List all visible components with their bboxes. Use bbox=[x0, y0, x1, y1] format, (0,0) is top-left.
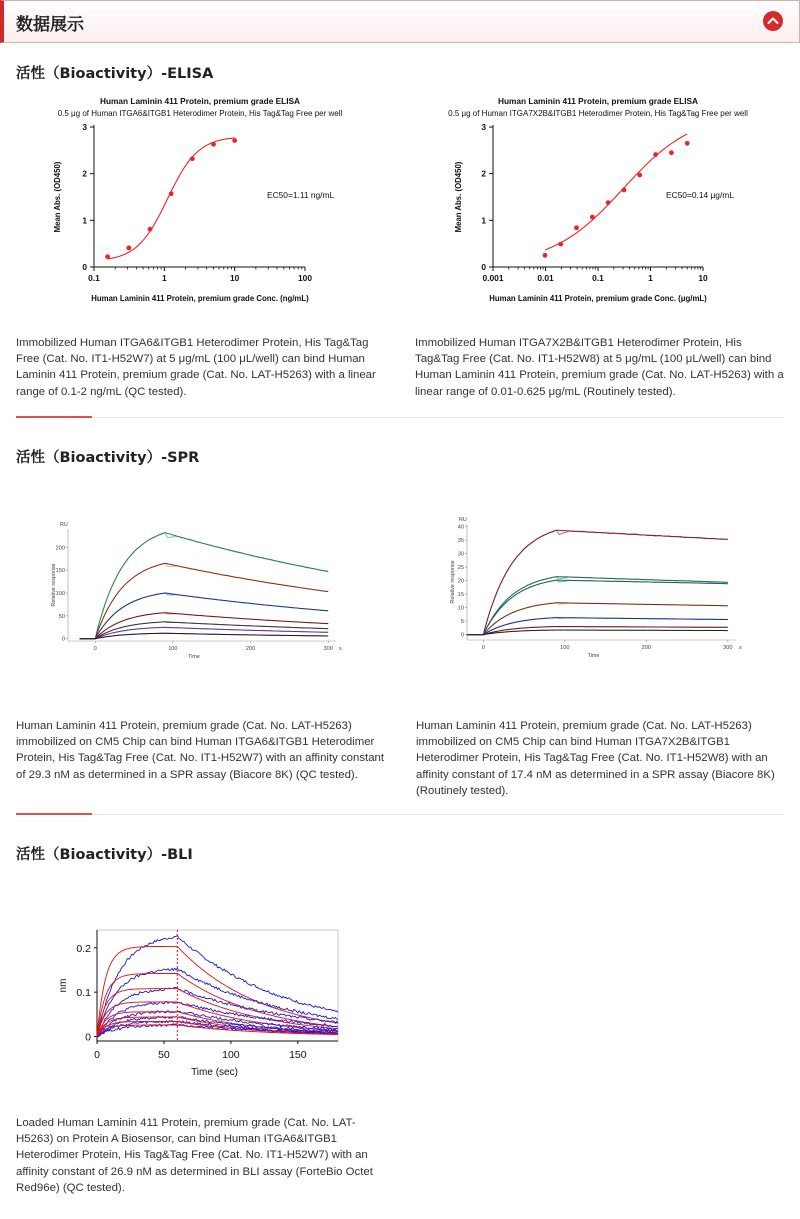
y-tick-label: 0.2 bbox=[76, 942, 91, 955]
y-tick-label: 15 bbox=[457, 592, 464, 599]
x-tick-label: 0 bbox=[93, 646, 97, 652]
x-tick-label: 200 bbox=[641, 645, 652, 651]
x-tick-label: 300 bbox=[323, 646, 333, 652]
y-tick-label: 0 bbox=[85, 1031, 91, 1044]
x-tick-label: 1 bbox=[648, 273, 653, 283]
y-tick-label: 30 bbox=[457, 551, 464, 558]
x-unit-label: s bbox=[339, 646, 342, 652]
data-point bbox=[637, 173, 642, 178]
x-tick-label: 0 bbox=[94, 1049, 100, 1061]
collapse-button[interactable] bbox=[763, 11, 783, 31]
y-tick-label: 20 bbox=[457, 578, 464, 585]
y-unit-label: RU bbox=[459, 517, 467, 523]
data-point bbox=[232, 138, 237, 143]
x-tick-label: 150 bbox=[289, 1049, 307, 1061]
raw-sensorgram bbox=[80, 613, 329, 639]
fit-sensorgram bbox=[80, 613, 329, 639]
chart-title: Human Laminin 411 Protein, premium grade ELISA bbox=[99, 96, 301, 106]
x-axis-label: Human Laminin 411 Protein, premium grade Conc. (μg/mL) bbox=[489, 294, 707, 303]
x-tick-label: 0 bbox=[481, 645, 485, 651]
data-point bbox=[574, 225, 579, 230]
data-point bbox=[148, 227, 153, 232]
data-point bbox=[211, 142, 216, 147]
y-axis-label: Mean Abs. (OD450) bbox=[53, 161, 62, 233]
elisa-chart-right bbox=[425, 92, 780, 310]
y-tick-label: 100 bbox=[55, 591, 65, 597]
elisa-chart-left bbox=[48, 92, 368, 310]
data-point bbox=[126, 245, 131, 250]
elisa-left-description: Immobilized Human ITGA6&ITGB1 Heterodimer Protein, His Tag&Tag Free (Cat. No. IT1-H52W7) at 5 μg/mL (100 μL/well) can bind Human Laminin 411 Protein, premium grade (Cat. No. LAT-H5263) with a linear range of 0.1-2 ng/mL (QC tested). bbox=[16, 337, 376, 398]
y-axis-label: Relative response bbox=[51, 563, 57, 607]
y-tick-label: 0.1 bbox=[76, 987, 91, 1000]
y-axis-label: nm bbox=[58, 978, 69, 993]
data-point bbox=[190, 156, 195, 161]
fit-sensorgram bbox=[467, 630, 728, 635]
spr-right-description: Human Laminin 411 Protein, premium grade (Cat. No. LAT-H5263) immobilized on CM5 Chip can bind Human ITGA7X2B&ITGB1 Heterodimer Protein, His Tag&Tag Free (Cat. No. IT1-H52W8) with an affinity constant of 17.4 nM as determined in a SPR assay (Biacore 8K) (Routinely tested). bbox=[416, 720, 775, 797]
y-axis-label: Relative response bbox=[450, 560, 456, 604]
data-point bbox=[169, 191, 174, 196]
raw-sensorgram bbox=[80, 622, 329, 639]
chart-subtitle: 0.5 μg of Human ITGA7X2B&ITGB1 Heterodimer Protein, His Tag&Tag Free per well bbox=[448, 109, 748, 118]
section-divider bbox=[16, 417, 784, 418]
x-tick-label: 100 bbox=[168, 646, 178, 652]
x-tick-label: 10 bbox=[698, 273, 708, 283]
x-tick-label: 10 bbox=[230, 273, 240, 283]
fit-sensorgram bbox=[80, 622, 329, 639]
bli-description: Loaded Human Laminin 411 Protein, premium grade (Cat. No. LAT-H5263) on Protein A Biosensor, can bind Human ITGA6&ITGB1 Heterodimer Protein, His Tag&Tag Free (Cat. No. IT1-H52W7) with an affinity constant of 26.9 nM as determined in BLI assay (ForteBio Octet Red96e) (QC tested). bbox=[16, 1117, 373, 1194]
elisa-section-title: 活性（Bioactivity）-ELISA bbox=[16, 66, 214, 82]
y-tick-label: 150 bbox=[55, 568, 65, 575]
section-header bbox=[0, 0, 800, 43]
x-unit-label: s bbox=[739, 645, 742, 651]
y-axis-label: Mean Abs. (OD450) bbox=[454, 161, 463, 233]
data-point bbox=[653, 152, 658, 157]
x-tick-label: 0.001 bbox=[482, 273, 504, 283]
data-point bbox=[543, 253, 548, 258]
x-axis-label: Time bbox=[587, 653, 600, 659]
bli-chart bbox=[50, 922, 350, 1084]
data-point bbox=[606, 200, 611, 205]
x-tick-label: 100 bbox=[560, 645, 570, 651]
spr-left-description: Human Laminin 411 Protein, premium grade (Cat. No. LAT-H5263) immobilized on CM5 Chip can bind Human ITGA6&ITGB1 Heterodimer Protein, His Tag&Tag Free (Cat. No. IT1-H52W7) with an affinity constant of 29.3 nM as determined in a SPR assay (Biacore 8K) (QC tested). bbox=[16, 720, 385, 781]
y-tick-label: 35 bbox=[457, 538, 464, 545]
y-unit-label: RU bbox=[60, 522, 68, 528]
y-tick-label: 0 bbox=[481, 262, 486, 272]
x-tick-label: 0.1 bbox=[592, 273, 604, 283]
x-tick-label: 0.01 bbox=[537, 273, 554, 283]
y-tick-label: 1 bbox=[82, 215, 87, 226]
y-tick-label: 25 bbox=[457, 565, 464, 572]
x-axis-label: Time bbox=[188, 654, 200, 660]
y-tick-label: 1 bbox=[481, 215, 486, 226]
chart-title: Human Laminin 411 Protein, premium grade ELISA bbox=[497, 96, 699, 106]
raw-sensorgram bbox=[467, 577, 728, 635]
fit-curve bbox=[108, 138, 235, 259]
x-tick-label: 50 bbox=[158, 1049, 170, 1061]
y-tick-label: 40 bbox=[457, 524, 464, 531]
x-tick-label: 200 bbox=[245, 646, 256, 652]
y-tick-label: 3 bbox=[82, 122, 87, 132]
x-tick-label: 100 bbox=[298, 273, 312, 283]
y-tick-label: 3 bbox=[481, 122, 486, 132]
bli-section-title: 活性（Bioactivity）-BLI bbox=[16, 847, 193, 863]
x-axis-label: Time (sec) bbox=[191, 1067, 238, 1078]
spr-section-title: 活性（Bioactivity）-SPR bbox=[16, 450, 200, 466]
ec50-annotation: EC50=1.11 ng/mL bbox=[267, 190, 335, 200]
x-tick-label: 300 bbox=[723, 645, 733, 651]
y-tick-label: 5 bbox=[460, 619, 464, 626]
y-tick-label: 2 bbox=[82, 168, 87, 179]
header-title: 数据展示 bbox=[16, 15, 84, 35]
fit-sensorgram bbox=[80, 633, 329, 639]
spr-chart-right bbox=[448, 512, 758, 667]
spr-chart-left bbox=[48, 512, 358, 667]
section-divider bbox=[16, 814, 784, 815]
x-tick-label: 0.1 bbox=[88, 273, 100, 283]
y-tick-label: 0 bbox=[82, 262, 87, 272]
x-tick-label: 1 bbox=[161, 273, 167, 283]
ec50-annotation: EC50=0.14 μg/mL bbox=[666, 190, 734, 200]
elisa-right-description: Immobilized Human ITGA7X2B&ITGB1 Heterodimer Protein, His Tag&Tag Free (Cat. No. IT1-H52W8) at 5 μg/mL (100 μL/well) can bind Human Laminin 411 Protein, premium grade (Cat. No. LAT-H5263) with a linear range of 0.01-0.625 μg/mL (Routinely tested). bbox=[415, 337, 784, 398]
data-point bbox=[558, 242, 563, 247]
chart-subtitle: 0.5 μg of Human ITGA6&ITGB1 Heterodimer Protein, His Tag&Tag Free per well bbox=[57, 109, 343, 118]
y-tick-label: 200 bbox=[55, 545, 65, 552]
data-point bbox=[590, 215, 595, 220]
y-tick-label: 50 bbox=[58, 613, 65, 620]
y-tick-label: 2 bbox=[481, 168, 486, 179]
data-point bbox=[669, 150, 674, 155]
y-tick-label: 10 bbox=[457, 605, 464, 612]
y-tick-label: 0 bbox=[61, 636, 65, 643]
x-tick-label: 100 bbox=[222, 1049, 240, 1061]
data-point bbox=[105, 254, 110, 259]
data-point bbox=[622, 188, 627, 193]
data-point bbox=[685, 141, 690, 146]
x-axis-label: Human Laminin 411 Protein, premium grade Conc. (ng/mL) bbox=[91, 294, 309, 303]
chevron-up-icon bbox=[767, 16, 779, 26]
y-tick-label: 0 bbox=[460, 632, 464, 639]
